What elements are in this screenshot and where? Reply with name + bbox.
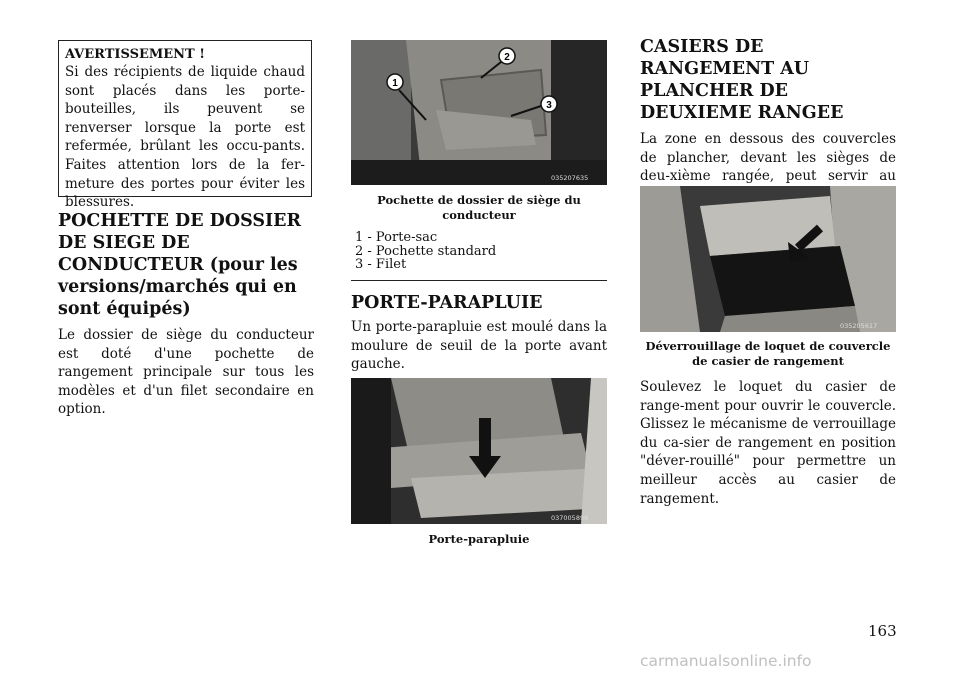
- section-casiers: [640, 36, 896, 204]
- figure-parapluie-caption-block: [351, 532, 607, 547]
- section-body-parapluie: Un porte-parapluie est moulé dans la moulure de seuil de la porte avant gauche.: [351, 319, 607, 373]
- callout-1: 1: [392, 78, 398, 89]
- section-parapluie: [351, 292, 607, 374]
- section-body-casiers: La zone en dessous des couvercles de plancher, devant les sièges de deu-xième rangée, peut servir au: [640, 131, 896, 185]
- figure-pochette-caption-block: [351, 193, 607, 272]
- section-heading-parapluie: PORTE-PARAPLUIE: [351, 293, 543, 313]
- figure-pochette-photo: [351, 40, 607, 185]
- legend-item: 2 - Pochette standard: [355, 243, 497, 259]
- divider-rule: [351, 280, 607, 281]
- figure-code: 037005896: [551, 514, 589, 522]
- warning-box: [58, 40, 312, 211]
- figure-legend: [351, 231, 607, 272]
- warning-title: AVERTISSEMENT !: [65, 47, 205, 62]
- seatback-illustration: [351, 40, 607, 185]
- floor-bin-illustration: [640, 186, 896, 332]
- figure-caption: Porte-parapluie: [428, 532, 530, 546]
- figure-casiers-photo: [640, 186, 896, 332]
- figure-casiers-caption-block: [640, 339, 896, 369]
- figure-code: 035207635: [551, 174, 589, 182]
- section-heading-casiers: CASIERS DE RANGEMENT AU PLANCHER DE DEUXIEME RANGEE: [640, 37, 844, 123]
- section-body-pochette: Le dossier de siège du conducteur est doté d'une pochette de rangement principale sur tous les modèles et d'un filet secondaire en option.: [58, 327, 314, 418]
- door-sill-illustration: [351, 378, 607, 524]
- legend-item: 1 - Porte-sac: [355, 230, 438, 245]
- watermark-text: carmanualsonline.info: [640, 652, 812, 670]
- legend-item: 3 - Filet: [355, 257, 407, 272]
- callout-2: 2: [504, 52, 510, 63]
- figure-parapluie-photo: [351, 378, 607, 524]
- figure-caption: Déverrouillage de loquet de couvercle de casier de rangement: [645, 339, 891, 368]
- callout-3: 3: [546, 100, 552, 111]
- page-number: 163: [868, 622, 897, 640]
- warning-text: Si des récipients de liquide chaud sont placés dans les porte-bouteilles, ils peuvent se renverser lorsque la porte est refermée, brûlant les occu-pants. Faites attention lors de la fer-meture des portes pour éviter les blessures.: [65, 64, 305, 211]
- section-heading-pochette: POCHETTE DE DOSSIER DE SIEGE DE CONDUCTEUR (pour les versions/marchés qui en sont équipés): [58, 211, 302, 319]
- figure-caption: Pochette de dossier de siège du conducteur: [377, 193, 581, 222]
- section-casiers-continued: [640, 378, 896, 508]
- section-body-casiers-2: Soulevez le loquet du casier de range-ment pour ouvrir le couvercle. Glissez le mécanisme de verrouillage du ca-sier de rangement en position "déver-rouillé" pour permettre un meilleur accès au casier de rangement.: [640, 379, 896, 507]
- figure-code: 035205617: [840, 322, 878, 330]
- section-pochette: [58, 210, 314, 419]
